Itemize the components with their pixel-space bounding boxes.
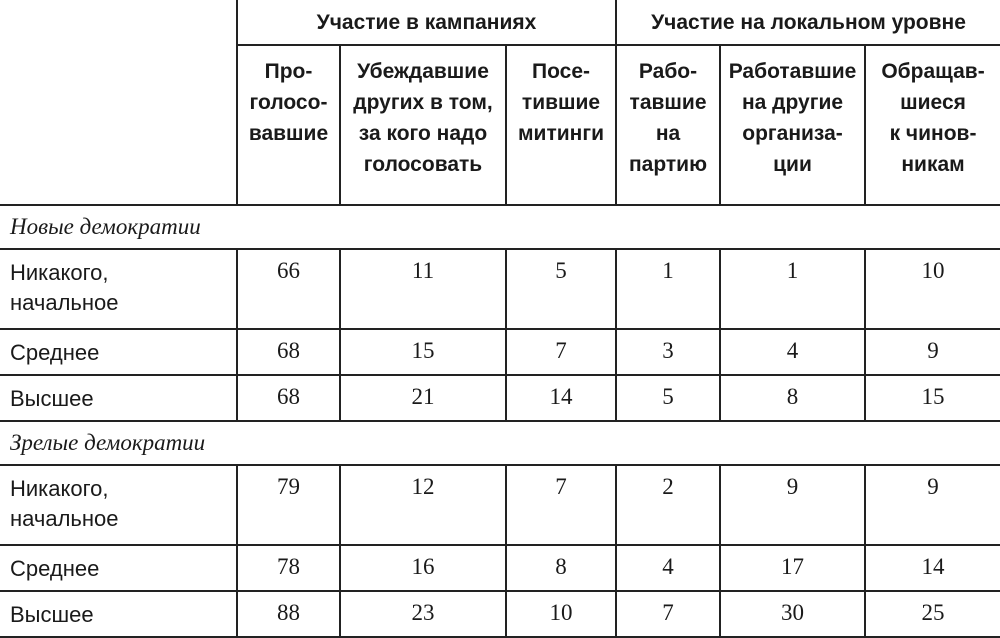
table-cell: 15 xyxy=(865,375,1000,421)
table-cell: 12 xyxy=(340,465,506,545)
table-cell: 8 xyxy=(506,545,616,591)
section-title-mature-democracies: Зрелые демократии xyxy=(0,421,1000,465)
row-label: Никакого, начальное xyxy=(0,465,237,545)
table-cell: 79 xyxy=(237,465,340,545)
table-cell: 9 xyxy=(865,329,1000,375)
table-cell: 10 xyxy=(506,591,616,637)
table-cell: 78 xyxy=(237,545,340,591)
table-cell: 7 xyxy=(506,465,616,545)
table-cell: 7 xyxy=(506,329,616,375)
table-cell: 4 xyxy=(616,545,720,591)
group-header-local: Участие на локальном уровне xyxy=(616,0,1000,45)
group-header-campaigns: Участие в кампаниях xyxy=(237,0,616,45)
column-header-persuaded: Убеждавшие других в том, за кого надо голосовать xyxy=(340,45,506,205)
row-label: Среднее xyxy=(0,329,237,375)
column-header-party-work: Рабо- тавшие на партию xyxy=(616,45,720,205)
table-cell: 68 xyxy=(237,375,340,421)
table-row xyxy=(0,329,1000,375)
table-cell: 16 xyxy=(340,545,506,591)
table-cell: 9 xyxy=(720,465,865,545)
column-header-rallies: Посе- тившие митинги xyxy=(506,45,616,205)
table-cell: 5 xyxy=(616,375,720,421)
table-cell: 14 xyxy=(865,545,1000,591)
row-label: Высшее xyxy=(0,375,237,421)
table-cell: 10 xyxy=(865,249,1000,329)
table-cell: 2 xyxy=(616,465,720,545)
corner-cell xyxy=(0,0,237,205)
table-cell: 11 xyxy=(340,249,506,329)
table-cell: 68 xyxy=(237,329,340,375)
column-header-other-orgs: Работавшие на другие организа- ции xyxy=(720,45,865,205)
column-header-voted: Про- голосо- вавшие xyxy=(237,45,340,205)
table-cell: 1 xyxy=(616,249,720,329)
table-cell: 3 xyxy=(616,329,720,375)
table-row xyxy=(0,375,1000,421)
column-header-officials: Обращав- шиеся к чинов- никам xyxy=(865,45,1000,205)
table-cell: 7 xyxy=(616,591,720,637)
table-cell: 66 xyxy=(237,249,340,329)
row-label: Никакого, начальное xyxy=(0,249,237,329)
table-cell: 5 xyxy=(506,249,616,329)
table-cell: 17 xyxy=(720,545,865,591)
table-cell: 8 xyxy=(720,375,865,421)
table-row xyxy=(0,465,1000,545)
table-cell: 1 xyxy=(720,249,865,329)
table-cell: 23 xyxy=(340,591,506,637)
table-row xyxy=(0,545,1000,591)
section-title-new-democracies: Новые демократии xyxy=(0,205,1000,249)
table-row xyxy=(0,591,1000,637)
row-label: Среднее xyxy=(0,545,237,591)
table-cell: 14 xyxy=(506,375,616,421)
table-cell: 30 xyxy=(720,591,865,637)
table-cell: 15 xyxy=(340,329,506,375)
table-cell: 25 xyxy=(865,591,1000,637)
row-label: Высшее xyxy=(0,591,237,637)
table-cell: 88 xyxy=(237,591,340,637)
table-row xyxy=(0,249,1000,329)
table-cell: 21 xyxy=(340,375,506,421)
table-cell: 4 xyxy=(720,329,865,375)
table-cell: 9 xyxy=(865,465,1000,545)
